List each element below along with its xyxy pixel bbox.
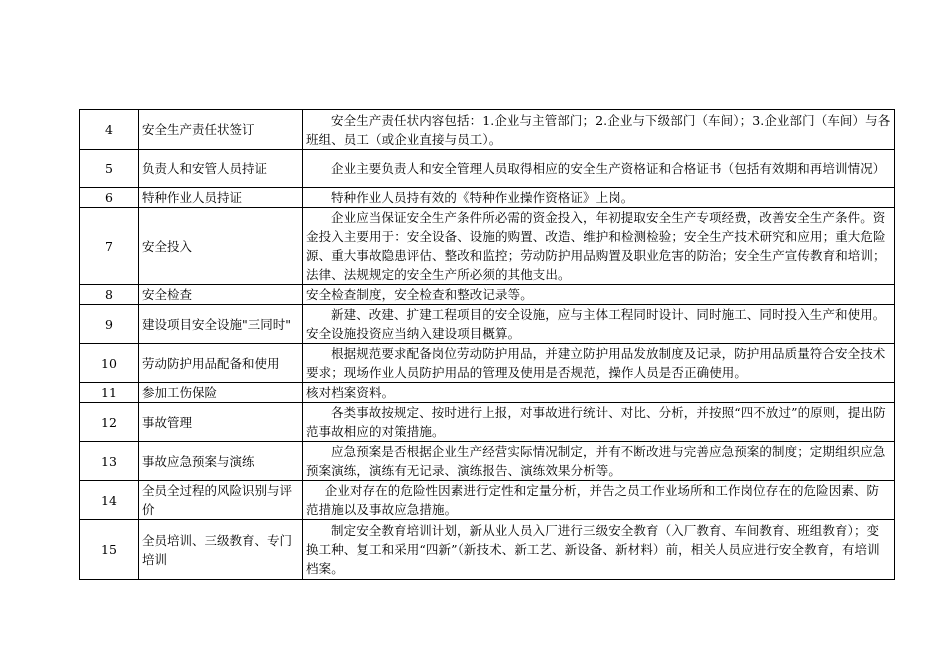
row-number: 7 — [80, 208, 139, 285]
row-number: 12 — [80, 403, 139, 442]
item-content: 安全检查制度，安全检查和整改记录等。 — [303, 285, 895, 305]
item-name: 安全生产责任状签订 — [139, 110, 303, 150]
item-content: 企业应当保证安全生产条件所必需的资金投入，年初提取安全生产专项经费，改善安全生产条件。资金投入主要用于：安全设备、设施的购置、改造、维护和检测检验；安全生产技术研究和应用；重大危险源、重大事故隐患评估、整改和监控；劳动防护用品购置及职业危害的防治；安全生产宣传教育和培训；法律、法规规定的安全生产所必须的其他支出。 — [303, 208, 895, 285]
item-content: 核对档案资料。 — [303, 383, 895, 403]
table-row — [80, 285, 895, 305]
row-number: 5 — [80, 150, 139, 188]
row-number: 15 — [80, 520, 139, 580]
item-name: 安全投入 — [139, 208, 303, 285]
item-name: 负责人和安管人员持证 — [139, 150, 303, 188]
item-name: 特种作业人员持证 — [139, 188, 303, 208]
table-row — [80, 305, 895, 344]
row-number: 6 — [80, 188, 139, 208]
row-number: 11 — [80, 383, 139, 403]
row-number: 13 — [80, 442, 139, 481]
item-content: 根据规范要求配备岗位劳动防护用品，并建立防护用品发放制度及记录，防护用品质量符合安全技术要求；现场作业人员防护用品的管理及使用是否规范，操作人员是否正确使用。 — [303, 344, 895, 383]
table-row — [80, 520, 895, 580]
row-number: 4 — [80, 110, 139, 150]
table-row — [80, 403, 895, 442]
item-name: 参加工伤保险 — [139, 383, 303, 403]
item-name: 事故管理 — [139, 403, 303, 442]
table-row — [80, 188, 895, 208]
item-content: 安全生产责任状内容包括：1.企业与主管部门；2.企业与下级部门（车间）；3.企业部门（车间）与各班组、员工（或企业直接与员工）。 — [303, 110, 895, 150]
table-row — [80, 110, 895, 150]
table-row — [80, 481, 895, 520]
table-row — [80, 383, 895, 403]
item-content: 制定安全教育培训计划，新从业人员入厂进行三级安全教育（入厂教育、车间教育、班组教育）；变换工种、复工和采用“四新”（新技术、新工艺、新设备、新材料）前，相关人员应进行安全教育，有培训档案。 — [303, 520, 895, 580]
row-number: 14 — [80, 481, 139, 520]
item-content: 企业对存在的危险性因素进行定性和定量分析，并告之员工作业场所和工作岗位存在的危险因素、防范措施以及事故应急措施。 — [303, 481, 895, 520]
item-name: 安全检查 — [139, 285, 303, 305]
item-content: 企业主要负责人和安全管理人员取得相应的安全生产资格证和合格证书（包括有效期和再培训情况） — [303, 150, 895, 188]
table-row — [80, 442, 895, 481]
item-content: 新建、改建、扩建工程项目的安全设施，应与主体工程同时设计、同时施工、同时投入生产和使用。安全设施投资应当纳入建设项目概算。 — [303, 305, 895, 344]
table-row — [80, 208, 895, 285]
item-name: 全员培训、三级教育、专门培训 — [139, 520, 303, 580]
item-name: 事故应急预案与演练 — [139, 442, 303, 481]
item-content: 应急预案是否根据企业生产经营实际情况制定，并有不断改进与完善应急预案的制度；定期组织应急预案演练，演练有无记录、演练报告、演练效果分析等。 — [303, 442, 895, 481]
row-number: 9 — [80, 305, 139, 344]
item-name: 全员全过程的风险识别与评价 — [139, 481, 303, 520]
safety-inspection-table — [79, 109, 895, 580]
row-number: 8 — [80, 285, 139, 305]
table-row — [80, 150, 895, 188]
item-name: 建设项目安全设施"三同时" — [139, 305, 303, 344]
row-number: 10 — [80, 344, 139, 383]
item-content: 各类事故按规定、按时进行上报，对事故进行统计、对比、分析，并按照“四不放过”的原则，提出防范事故相应的对策措施。 — [303, 403, 895, 442]
table-row — [80, 344, 895, 383]
item-content: 特种作业人员持有效的《特种作业操作资格证》上岗。 — [303, 188, 895, 208]
item-name: 劳动防护用品配备和使用 — [139, 344, 303, 383]
